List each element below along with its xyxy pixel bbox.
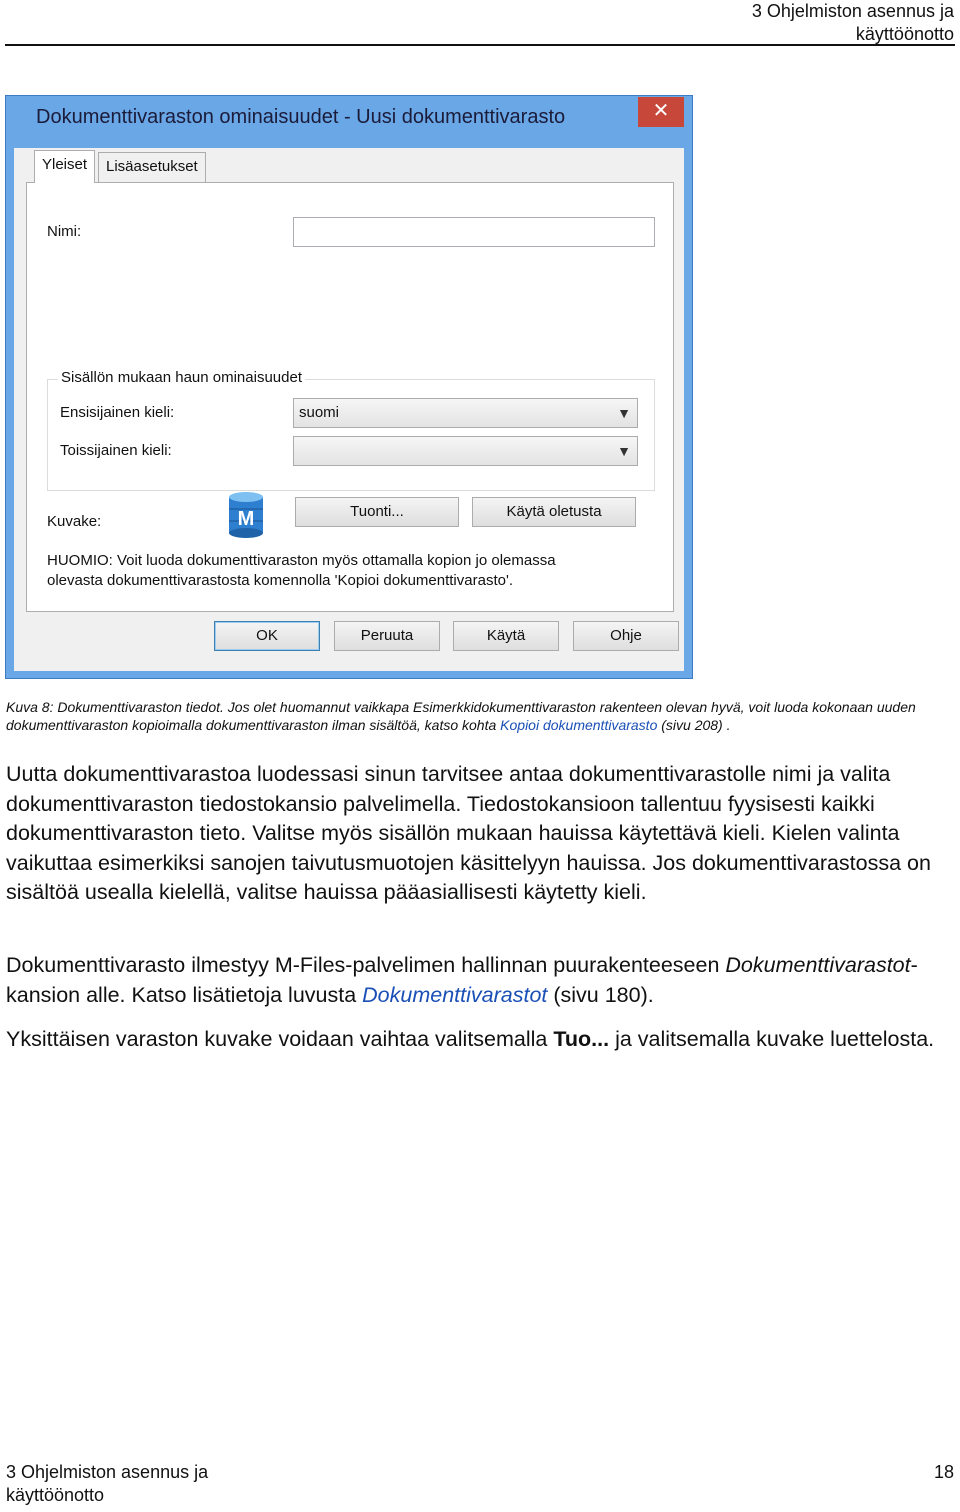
- name-input[interactable]: [293, 217, 655, 247]
- footer-line1: 3 Ohjelmiston asennus ja: [6, 1462, 209, 1482]
- paragraph-1: Uutta dokumenttivarastoa luodessasi sinun tarvitsee antaa dokumenttivarastolle nimi ja valita dokumenttivaraston tiedostokansio palvelimella. Tiedostokansioon tallentuu fyysisesti kaikki dokumenttivaraston tieto. Valitse myös sisällön mukaan hauissa käytettävä kieli. Kielen valinta vaikuttaa esimerkiksi sanojen taivutusmuotojen käsittelyyn hauissa. Jos dokumenttivarastossa on sisältöä usealla kielellä, valitse hauissa pääasiallisesti käytetty kieli.: [6, 762, 931, 904]
- caption-link[interactable]: Kopioi dokumenttivarasto: [500, 717, 658, 733]
- name-label: Nimi:: [47, 223, 82, 240]
- apply-button[interactable]: Käytä: [453, 621, 559, 651]
- p3-text-b: ja valitsemalla kuvake luettelosta.: [609, 1027, 935, 1051]
- tab-general[interactable]: Yleiset: [34, 150, 95, 183]
- use-default-button[interactable]: Käytä oletusta: [472, 497, 636, 527]
- p2-link[interactable]: Dokumenttivarastot: [362, 982, 548, 1007]
- tab-panel-general: [26, 182, 674, 612]
- chevron-down-icon: ▼: [617, 443, 631, 459]
- running-header: [654, 0, 954, 46]
- primary-language-select[interactable]: [293, 398, 638, 428]
- dialog-client-area: [14, 148, 684, 671]
- import-button[interactable]: Tuonti...: [295, 497, 459, 527]
- running-header-line2: käyttöönotto: [855, 24, 954, 44]
- database-icon-letter: M: [237, 508, 255, 530]
- database-icon: [227, 491, 265, 539]
- secondary-language-select[interactable]: [293, 436, 638, 466]
- group-title: Sisällön mukaan haun ominaisuudet: [58, 369, 305, 386]
- p2-text-b: -kansion alle. Katso lisätietoja luvusta: [6, 953, 918, 1007]
- footer-line2: käyttöönotto: [6, 1485, 105, 1505]
- properties-dialog: [5, 95, 693, 679]
- primary-language-value: suomi: [299, 404, 340, 421]
- p3-bold: Tuo...: [553, 1027, 610, 1051]
- secondary-language-label: Toissijainen kieli:: [60, 442, 172, 459]
- paragraph-2: [6, 951, 956, 1010]
- page-number: 18: [933, 1462, 954, 1482]
- tab-advanced[interactable]: Lisäasetukset: [98, 152, 206, 182]
- note-text: [47, 551, 647, 591]
- cancel-button[interactable]: Peruuta: [334, 621, 440, 651]
- primary-language-label: Ensisijainen kieli:: [60, 404, 175, 421]
- dialog-title: Dokumenttivaraston ominaisuudet - Uusi dokumenttivarasto: [36, 106, 566, 128]
- header-rule: [5, 44, 955, 46]
- help-button[interactable]: Ohje: [573, 621, 679, 651]
- running-header-line1: 3 Ohjelmiston asennus ja: [751, 1, 954, 21]
- footer-section: [6, 1461, 208, 1507]
- close-icon: ✕: [652, 100, 670, 122]
- caption-text: Kuva 8: Dokumenttivaraston tiedot. Jos olet huomannut vaikkapa Esimerkkidokumenttivaraston rakenteen olevan hyvä, voit luoda kokonaan uuden dokumenttivaraston kopioimalla dokumenttivaraston ilman sisältöä, katso kohta: [6, 699, 916, 733]
- p2-text-c: (sivu 180).: [547, 982, 654, 1007]
- icon-label: Kuvake:: [47, 513, 102, 530]
- p2-text-a: Dokumenttivarasto ilmestyy M-Files-palvelimen hallinnan puurakenteeseen: [6, 953, 726, 977]
- p3-text-a: Yksittäisen varaston kuvake voidaan vaihtaa valitsemalla: [6, 1027, 554, 1051]
- search-properties-group: [47, 369, 655, 491]
- ok-button[interactable]: OK: [214, 621, 320, 651]
- note-line-2: olevasta dokumenttivarastosta komennolla 'Kopioi dokumenttivarasto'.: [47, 572, 513, 589]
- figure-caption: [6, 698, 956, 734]
- caption-after: (sivu 208) .: [657, 717, 731, 733]
- p2-italic: Dokumenttivarastot: [725, 953, 911, 977]
- note-line-1: HUOMIO: Voit luoda dokumenttivaraston myös ottamalla kopion jo olemassa: [47, 552, 556, 569]
- close-button[interactable]: [638, 97, 684, 127]
- chevron-down-icon: ▼: [617, 405, 631, 421]
- paragraph-3: [6, 1025, 956, 1055]
